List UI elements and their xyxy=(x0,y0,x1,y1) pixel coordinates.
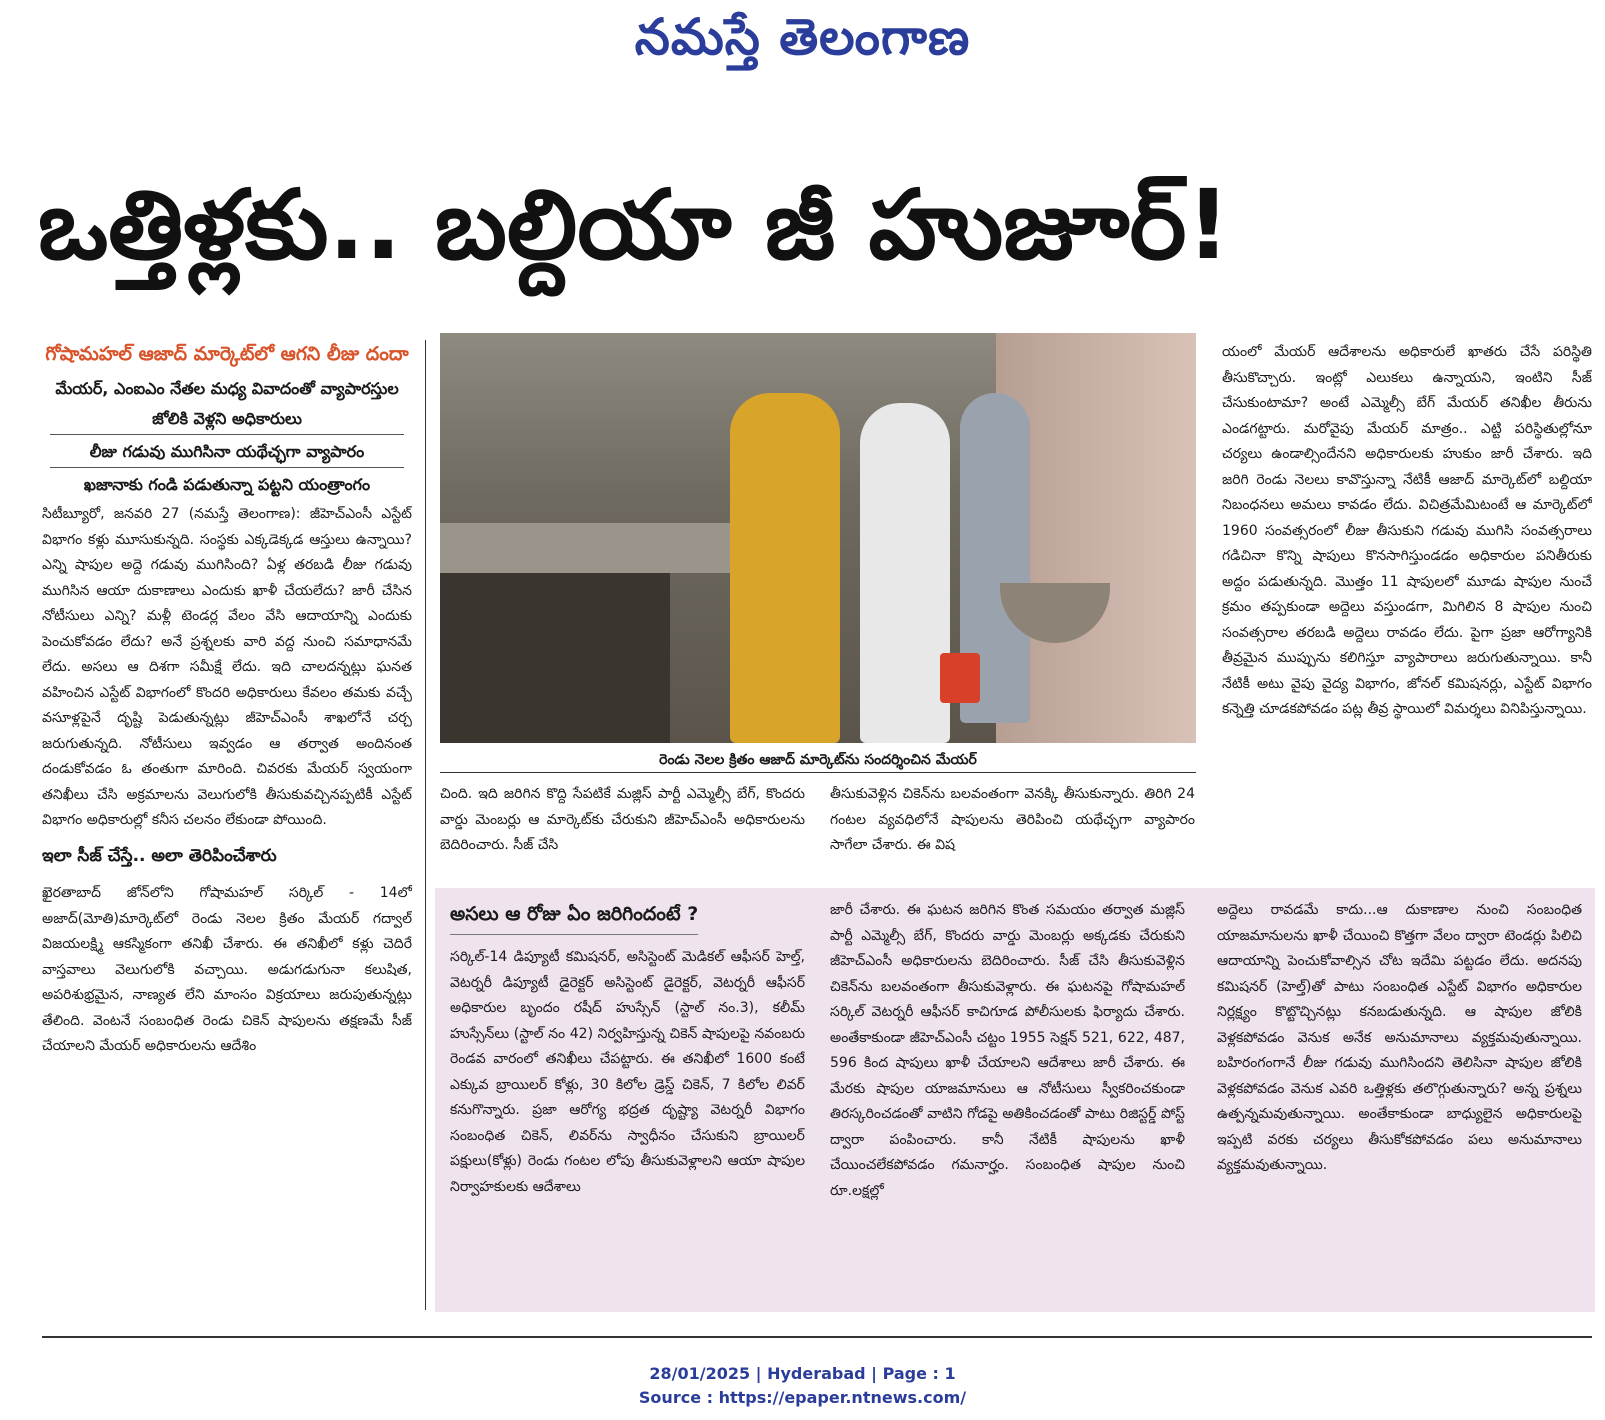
box-column-1 xyxy=(450,898,805,1308)
footer-rule xyxy=(42,1336,1592,1338)
subhead: ఇలా సీజ్ చేస్తే.. అలా తెరిపించేశారు xyxy=(42,845,277,866)
mid-column-1: చింది. ఇది జరిగిన కొద్ది సేపటికే మజ్లిస్ పార్టీ ఎమ్మెల్సీ బేగ్, కొందరు వార్డు మెంబర్లు ఆ మార్కెట్‌కు చేరుకుని జీహెచ్‌ఎంసీ అధికారులను బెదిరించారు. సీజ్ చేసి xyxy=(440,786,805,853)
photo-ledge xyxy=(440,523,730,573)
footer-date-line: 28/01/2025 | Hyderabad | Page : 1 xyxy=(649,1364,956,1383)
article-body-2: ఖైరతాబాద్ జోన్‌లోని గోషామహల్ సర్కిల్ - 14లో అజాద్(మోతి)మార్కెట్‌లో రెండు నెలల క్రితం మేయర్ గద్వాల్ విజయలక్ష్మి ఆకస్మికంగా తనిఖీ చేశారు. ఈ తనిఖీలో కళ్లు చెదిరే వాస్తవాలు వెలుగులోకి వచ్చాయి. అడుగడుగునా కలుషిత, అపరిశుభ్రమైన, నాణ్యత లేని మాంసం విక్రయాలు జరుపుతున్నట్లు తేలింది. వెంటనే సంబంధిత రెండు చికెన్ షాపులను తక్షణమే సీజ్ చేయాలని మేయర్ అధికారులను ఆదేశిం xyxy=(42,885,412,1054)
photo-bucket xyxy=(940,653,980,703)
masthead-logo: నమస్తే తెలంగాణ xyxy=(634,8,971,66)
photo-person xyxy=(860,403,950,743)
sidebar-box xyxy=(435,888,1595,1312)
deck-3: ఖజానాకు గండి పడుతున్నా పట్టని యంత్రాంగం xyxy=(83,475,371,494)
box-column-3: అద్దెలు రావడమే కాదు...ఆ దుకాణాల నుంచి సంబంధిత యాజమానులను ఖాళీ చేయించి కొత్తగా వేలం ద్వారా టెండర్లు పిలిచి ఆదాయాన్ని పెంచుకోవాల్సిన చోట ఇదేమి పట్టడం లేదు. అదనపు కమిషనర్ (హెల్త్)తో పాటు సంబంధిత ఎస్టేట్ విభాగం అధికారుల నిర్లక్ష్యం కొట్టొచ్చినట్లు కనబడుతున్నది. ఆ షాపుల జోలికి వెళ్లకపోవడం వెనుక అనేక అనుమానాలు వ్యక్తమవుతున్నాయి. బహిరంగంగానే లీజు గడువు ముగిసిందని తెలిసినా షాపుల జోలికి వెళ్లకపోవడం వెనుక ఎవరి ఒత్తిళ్లకు తలొగ్గుతున్నారు? అన్న ప్రశ్నలు ఉత్పన్నమవుతున్నాయి. అంతేకాకుండా బాధ్యులైన అధికారులపై ఇప్పటి వరకు చర్యలు తీసుకోకపోవడం పలు అనుమానాలు వ్యక్తమవుతున్నాయి. xyxy=(1217,902,1582,1173)
deck-2: లీజు గడువు ముగిసినా యథేచ్ఛగా వ్యాపారం xyxy=(50,437,404,468)
mid-column-2: తీసుకువెళ్లిన చికెన్‌ను బలవంతంగా వెనక్కి తీసుకున్నారు. తిరిగి 24 గంటల వ్యవధిలోనే షాపులను తెరిపించి యథేచ్ఛగా వ్యాపారం సాగేలా చేశారు. ఈ విష xyxy=(830,786,1195,853)
headline: ఒత్తిళ్లకు.. బల్దియా జీ హుజూర్! xyxy=(38,169,1231,281)
box-body-1: సర్కిల్-14 డిప్యూటీ కమిషనర్, అసిస్టెంట్ మెడికల్ ఆఫీసర్ హెల్త్, వెటర్నరీ డిప్యూటీ డైరెక్టర్ అసిస్టెంట్ డైరెక్టర్, వెటర్నరీ ఆఫీసర్ అధికారుల బృందం రషీద్ హుస్సేన్ (స్టాల్ నం.3), కలీమ్ హుస్సేన్‌లు (స్టాల్ నం 42) నిర్వహిస్తున్న చికెన్ షాపులపై నవంబరు రెండవ వారంలో తనిఖీలు చేపట్టారు. ఈ తనిఖీలో 1600 కంటే ఎక్కువ బ్రాయిలర్ కోళ్లు, 30 కిలోల డ్రెస్డ్ చికెన్, 7 కిలోల లివర్ కనుగొన్నారు. ప్రజా ఆరోగ్య భద్రత దృష్ట్యా వెటర్నరీ విభాగం సంబంధిత చికెన్, లివర్‌ను స్వాధీనం చేసుకుని బ్రాయిలర్ పక్షులు(కోళ్లు) రెండు గంటల లోపు తీసుకువెళ్లాలని ఆయా షాపుల నిర్వాహకులకు ఆదేశాలు xyxy=(450,949,805,1195)
right-column: యంలో మేయర్ ఆదేశాలను అధికారులే ఖాతరు చేసే పరిస్థితి తీసుకొచ్చారు. ఇంట్లో ఎలుకలు ఉన్నాయని, ఇంటిని సీజ్ చేసుకుంటామా? అంటే ఎమ్మెల్సీ బేగ్ మేయర్ తనిఖీల తీరును ఎండగట్టారు. మరోవైపు మేయర్ మాత్రం.. ఎట్టి పరిస్థితుల్లోనూ చర్యలు ఉండాల్సిందేనని అధికారులకు హుకుం జారీ చేశారు. ఇది జరిగి రెండు నెలలు కావొస్తున్నా నేటికీ ఆజాద్ మార్కెట్‌లో బల్దియా నిబంధనలు అమలు కావడం లేదు. విచిత్రమేమిటంటే ఆ మార్కెట్‌లో 1960 సంవత్సరంలో లీజు తీసుకుని గడువు ముగిసి సంవత్సరాలు గడిచినా కొన్ని షాపులు కొనసాగిస్తుండడం అధికారుల పనితీరుకు అద్దం పడుతున్నది. మొత్తం 11 షాపులలో మూడు షాపుల నుంచే క్రమం తప్పకుండా అద్దెలు వస్తుండగా, మిగిలిన 8 షాపుల నుంచి సంవత్సరాల తరబడి అద్దెలు రావడం లేదు. పైగా ప్రజా ఆరోగ్యానికి తీవ్రమైన ముప్పును కలిగిస్తూ వ్యాపారాలు జరుగుతున్నాయి. కానీ నేటికీ అటు వైపు వైద్య విభాగం, జోనల్ కమిషనర్లు, ఎస్టేట్ విభాగం కన్నెత్తి చూడకపోవడం పట్ల తీవ్ర స్థాయిలో విమర్శలు వినిపిస్తున్నాయి. xyxy=(1222,344,1592,717)
left-column xyxy=(42,340,412,1315)
footer-source-line: Source : https://epaper.ntnews.com/ xyxy=(638,1388,967,1407)
deck-1: మేయర్, ఎంఐఎం నేతల మధ్య వివాదంతో వ్యాపారస్తుల జోలికి వెళ్లని అధికారులు xyxy=(50,374,404,435)
news-photo xyxy=(440,333,1196,743)
kicker: గోషామహల్ ఆజాద్ మార్కెట్‌లో ఆగని లీజు దందా xyxy=(45,343,409,365)
photo-caption: రెండు నెలల క్రితం ఆజాద్ మార్కెట్‌ను సందర్శించిన మేయర్ xyxy=(440,748,1196,773)
box-title: అసలు ఆ రోజు ఏం జరిగిందంటే ? xyxy=(450,898,698,935)
article-body: సిటీబ్యూరో, జనవరి 27 (నమస్తే తెలంగాణ): జీహెచ్‌ఎంసీ ఎస్టేట్ విభాగం కళ్లు మూసుకున్నది. సంస్థకు ఎక్కడెక్కడ ఆస్తులు ఉన్నాయి? ఎన్ని షాపుల అద్దె గడువు ముగిసింది? ఏళ్ల తరబడి లీజు గడువు ముగిసిన ఆయా దుకాణాలు ఎందుకు ఖాళీ చేయలేదు? జారీ చేసిన నోటీసులు ఎన్ని? మళ్లీ టెండర్ల వేలం వేసి ఆదాయాన్ని ఎందుకు పెంచుకోవడం లేదు? అనే ప్రశ్నలకు వారి వద్ద నుంచి సమాధానమే లేదు. అసలు ఆ దిశగా సమీక్షే లేదు. ఇది చాలదన్నట్లు ఘనత వహించిన ఎస్టేట్ విభాగంలో కొందరి అధికారులు కేవలం తమకు వచ్చే వసూళ్లపైనే దృష్టి పెడుతున్నట్లు జీహెచ్‌ఎంసీ శాఖలోనే చర్చ జరుగుతున్నది. నోటీసులు ఇవ్వడం ఆ తర్వాత అందినంత దండుకోవడం ఓ తంతుగా మారింది. చివరకు మేయర్ స్వయంగా తనిఖీలు చేసి అక్రమాలను వెలుగులోకి తీసుకువచ్చినప్పటికీ ఎస్టేట్ విభాగం అధికారుల్లో కనీస చలనం లేకుండా పోయింది. xyxy=(42,506,412,828)
box-column-2: జారీ చేశారు. ఈ ఘటన జరిగిన కొంత సమయం తర్వాత మజ్లిస్ పార్టీ ఎమ్మెల్సీ బేగ్, కొందరు వార్డు మెంబర్లు అక్కడకు చేరుకుని జీహెచ్‌ఎంసీ అధికారులను బెదిరించారు. సీజ్ చేసి తీసుకువెళ్లిన చికెన్‌ను బలవంతంగా తీసుకువెళ్లారు. ఈ ఘటనపై గోషామహల్ సర్కిల్ వెటర్నరీ ఆఫీసర్ కాచిగూడ పోలీసులకు ఫిర్యాదు చేశారు. అంతేకాకుండా జీహెచ్‌ఎంసీ చట్టం 1955 సెక్షన్ 521, 622, 487, 596 కింద షాపులు ఖాళీ చేయాలని ఆదేశాలు జారీ చేశారు. ఈ మేరకు షాపుల యాజమానులు ఆ నోటీసులు స్వీకరించకుండా తిరస్కరించడంతో వాటిని గోడపై అతికించడంతో పాటు రిజిస్టర్డ్ పోస్ట్ ద్వారా పంపించారు. కానీ నేటికీ షాపులను ఖాళీ చేయించలేకపోవడం గమనార్హం. సంబంధిత షాపుల నుంచి రూ.లక్షల్లో xyxy=(830,902,1185,1199)
photo-person-mayor xyxy=(730,393,840,743)
photo-shelf xyxy=(440,573,670,743)
column-divider xyxy=(425,340,426,1310)
